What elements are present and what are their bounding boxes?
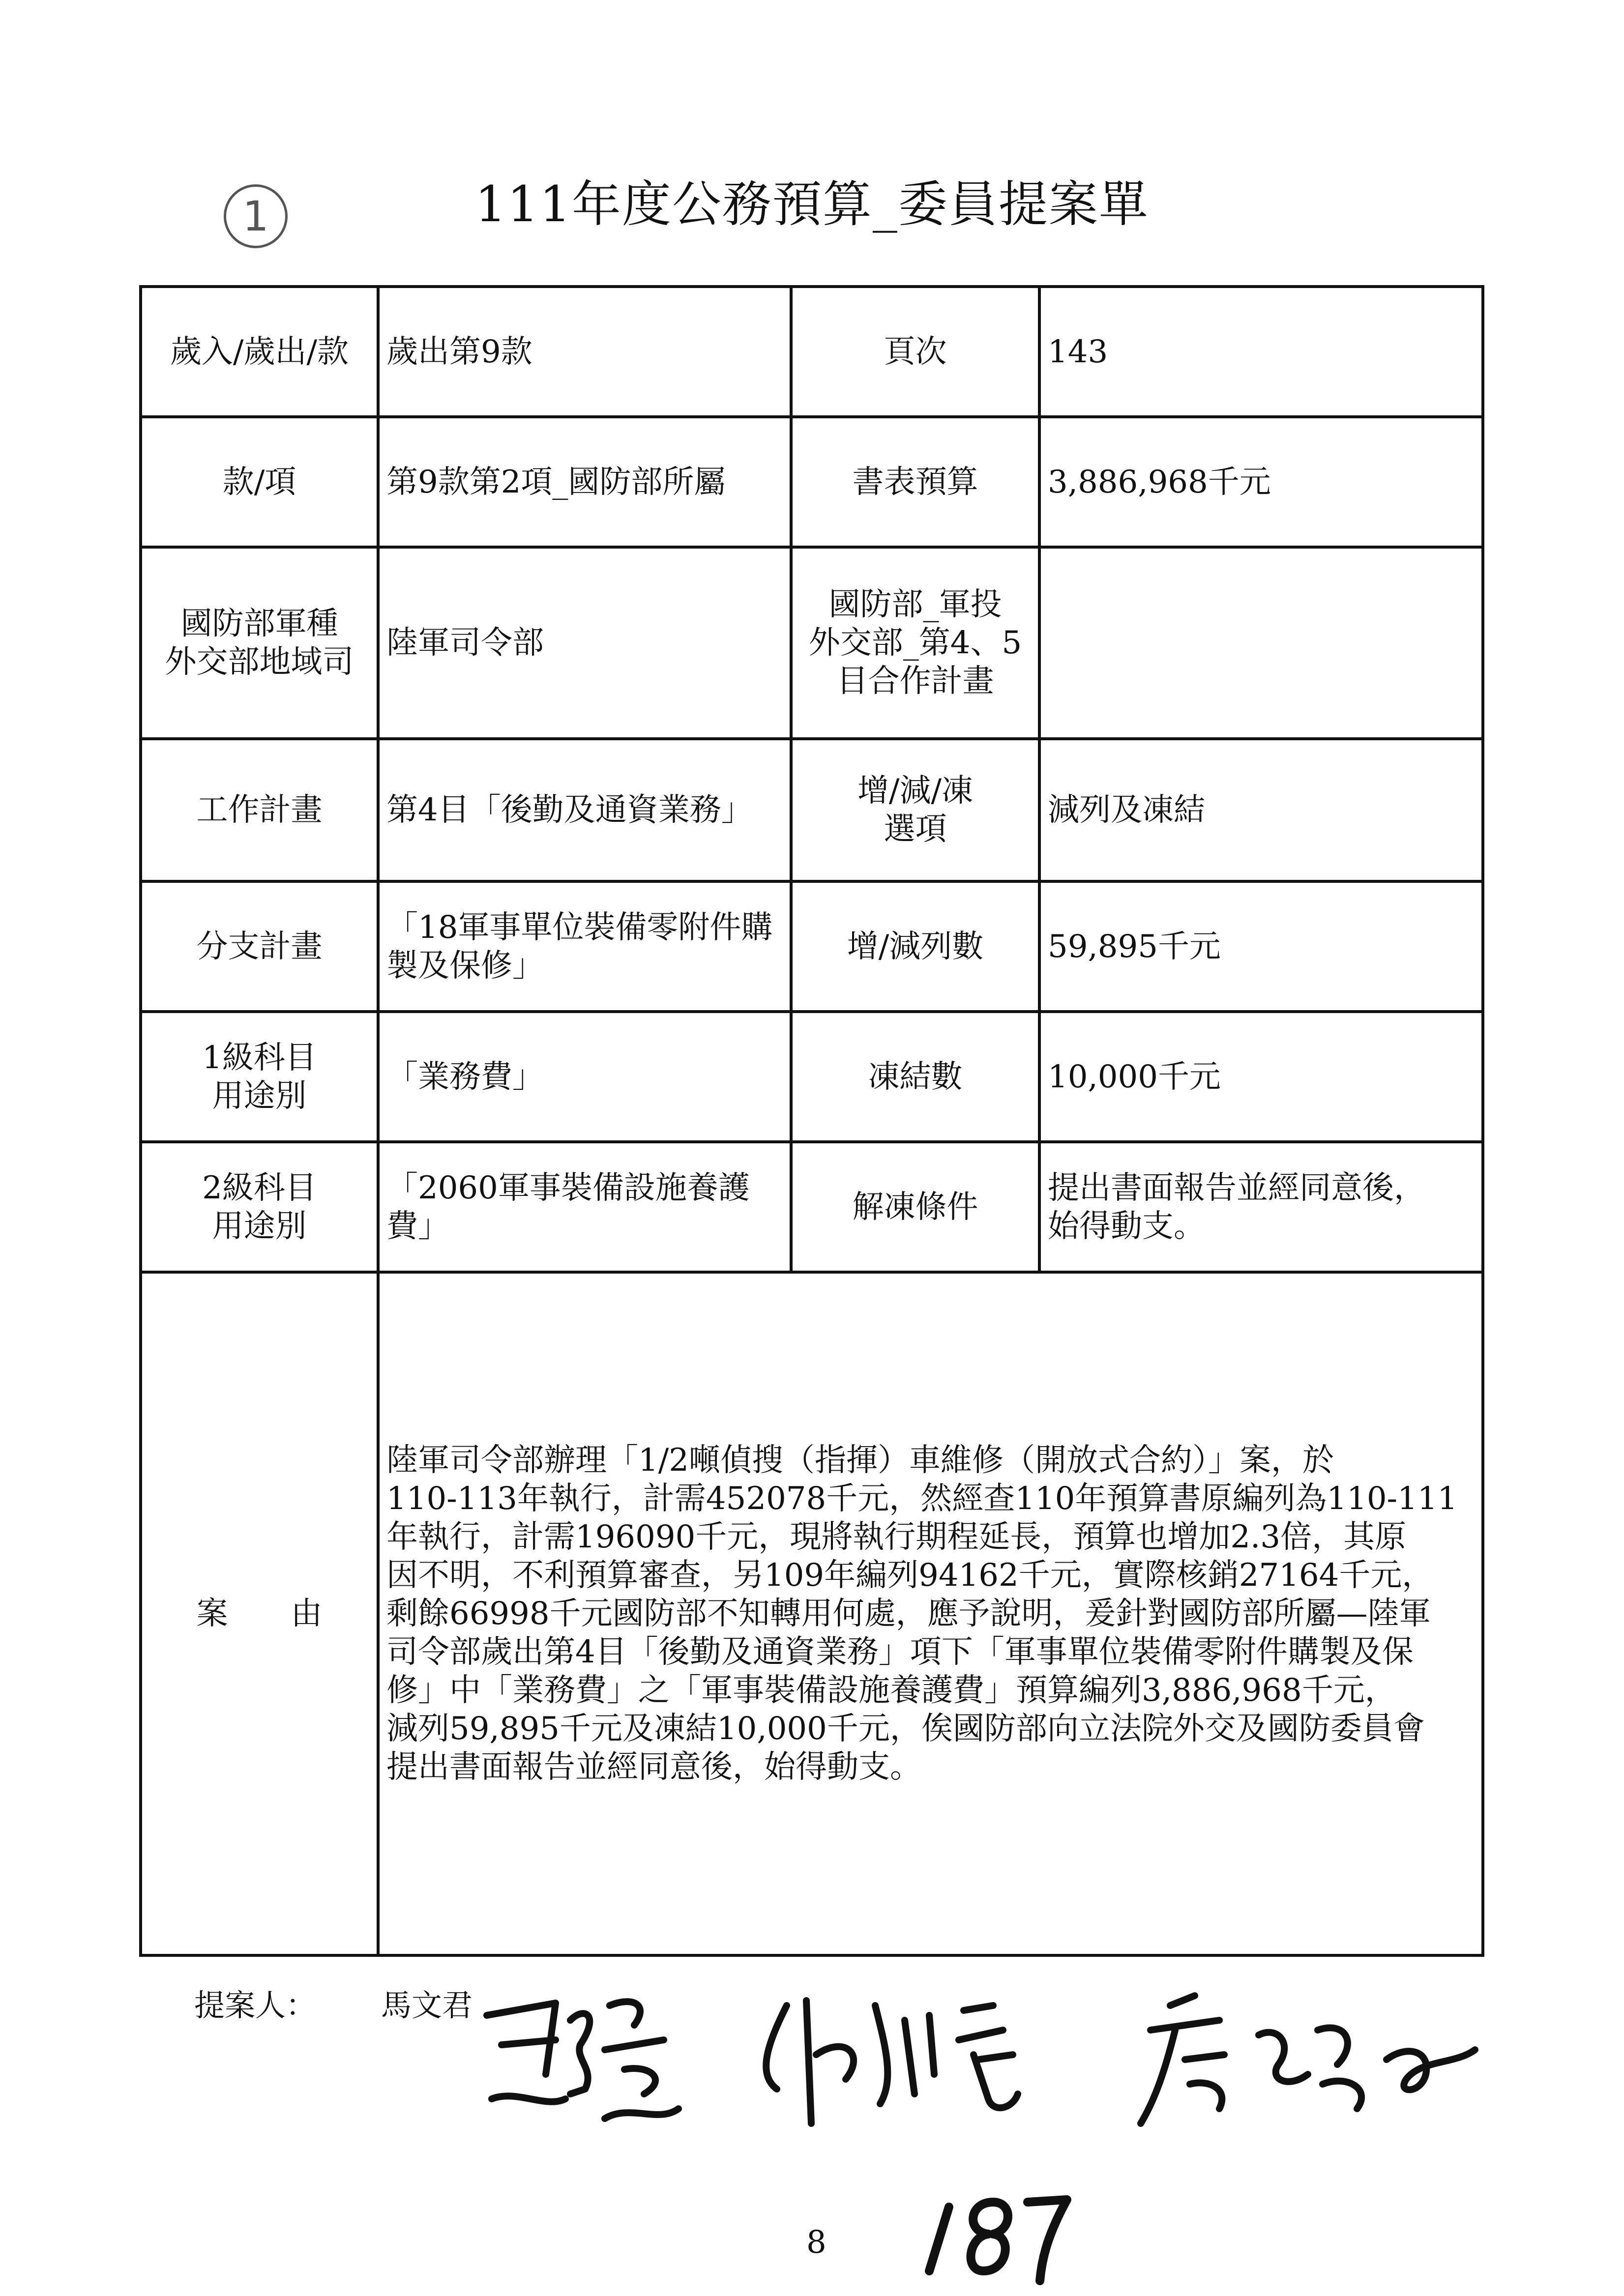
field-label: 增/減列數 <box>791 881 1039 1012</box>
field-value: 143 <box>1039 287 1483 417</box>
field-value <box>1039 547 1483 739</box>
field-label: 解凍條件 <box>791 1142 1039 1272</box>
field-value: 陸軍司令部 <box>378 547 791 739</box>
reason-line: 修」中「業務費」之「軍事裝備設施養護費」預算編列3,886,968千元， <box>386 1672 1396 1709</box>
field-label: 款/項 <box>141 417 378 547</box>
proposer-label: 提案人： <box>194 1989 317 2023</box>
field-value: 歲出第9款 <box>378 287 791 417</box>
field-value: 「18軍事單位裝備零附件購 製及保修」 <box>378 881 791 1012</box>
field-label: 工作計畫 <box>141 739 378 881</box>
field-value: 「2060軍事裝備設施養護 費」 <box>378 1142 791 1272</box>
form-row <box>141 881 1483 1012</box>
field-value: 第9款第2項_國防部所屬 <box>378 417 791 547</box>
field-value: 10,000千元 <box>1039 1012 1483 1142</box>
reason-line: 提出書面報告並經同意後，始得動支。 <box>386 1749 921 1785</box>
form-row <box>141 417 1483 547</box>
field-label: 分支計畫 <box>141 881 378 1012</box>
field-value: 3,886,968千元 <box>1039 417 1483 547</box>
reason-line: 110-113年執行，計需452078千元，然經查110年預算書原編列為110-111 <box>386 1481 1458 1517</box>
proposer-name: 馬文君 <box>381 1989 473 2023</box>
handwritten-page-number <box>919 2173 1077 2291</box>
field-label: 增/減/凍 選項 <box>791 739 1039 881</box>
field-label: 凍結數 <box>791 1012 1039 1142</box>
form-title: 111年度公務預算_委員提案單 <box>475 175 1149 233</box>
field-label: 1級科目 用途別 <box>141 1012 378 1142</box>
field-label: 書表預算 <box>791 417 1039 547</box>
reason-line: 年執行，計需196090千元，現將執行期程延長，預算也增加2.3倍，其原 <box>386 1519 1407 1555</box>
reason-line: 因不明，不利預算審查，另109年編列94162千元，實際核銷27164千元， <box>386 1557 1434 1594</box>
reason-text <box>378 1272 1483 1955</box>
reason-label: 案 由 <box>141 1272 378 1955</box>
form-row <box>141 1012 1483 1142</box>
form-row <box>141 547 1483 739</box>
field-value: 59,895千元 <box>1039 881 1483 1012</box>
field-label: 國防部_軍投 外交部_第4、5 目合作計畫 <box>791 547 1039 739</box>
proposal-table <box>139 285 1484 1957</box>
handwritten-circled-number: 1 <box>224 184 288 248</box>
reason-line: 剩餘66998千元國防部不知轉用何處，應予說明，爰針對國防部所屬—陸軍 <box>386 1596 1431 1632</box>
reason-line: 陸軍司令部辦理「1/2噸偵搜（指揮）車維修（開放式合約）」案，於 <box>386 1442 1334 1479</box>
field-label: 2級科目 用途別 <box>141 1142 378 1272</box>
handwritten-signatures <box>472 1976 1505 2163</box>
field-label: 歲入/歲出/款 <box>141 287 378 417</box>
form-row <box>141 1142 1483 1272</box>
reason-line: 司令部歲出第4目「後勤及通資業務」項下「軍事單位裝備零附件購製及保 <box>386 1634 1414 1670</box>
field-value: 第4目「後勤及通資業務」 <box>378 739 791 881</box>
form-row <box>141 739 1483 881</box>
reason-line: 減列59,895千元及凍結10,000千元，俟國防部向立法院外交及國防委員會 <box>386 1711 1425 1747</box>
reason-row <box>141 1272 1483 1955</box>
field-value: 減列及凍結 <box>1039 739 1483 881</box>
field-label: 頁次 <box>791 287 1039 417</box>
field-value: 提出書面報告並經同意後， 始得動支。 <box>1039 1142 1483 1272</box>
form-row <box>141 287 1483 417</box>
field-value: 「業務費」 <box>378 1012 791 1142</box>
field-label: 國防部軍種 外交部地域司 <box>141 547 378 739</box>
page-number: 8 <box>806 2224 827 2261</box>
